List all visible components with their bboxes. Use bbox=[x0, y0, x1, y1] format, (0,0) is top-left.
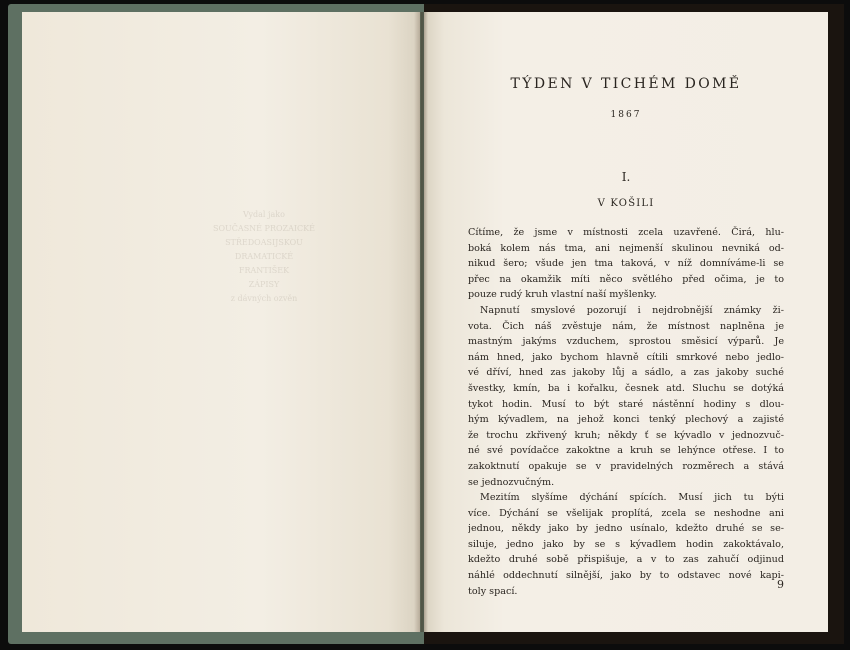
text-line: mastným jakýms vzduchem, sprostou směsicí výparů. Je bbox=[468, 336, 784, 348]
show-through-text bbox=[184, 208, 344, 306]
book-title: TÝDEN V TICHÉM DOMĚ bbox=[510, 76, 742, 92]
text-line: nikud šero; všude jen tma taková, v níž domníváme-li se bbox=[468, 258, 784, 270]
show-through-line: z dávných ozvěn bbox=[230, 294, 298, 303]
text-line: toly spací. bbox=[468, 585, 518, 597]
text-line: že trochu zkřivený kruh; někdy ť se kývadlo v jednozvuč- bbox=[468, 429, 784, 441]
show-through-line: Vydal jako bbox=[243, 210, 285, 219]
text-line: vota. Čich náš zvěstuje nám, že místnost naplněna je bbox=[468, 320, 784, 332]
text-line: nám hned, jako bychom hlavně cítili smrkové nebo jedlo- bbox=[468, 351, 784, 363]
text-line: náhlé oddechnutí silnější, jako by to odstavec nové kapi- bbox=[468, 570, 784, 582]
text-line: Napnutí smyslové pozorují i nejdrobnější známky ži- bbox=[480, 304, 784, 316]
text-line: přec na okamžik míti něco světlého před očima, je to bbox=[468, 273, 784, 285]
year-heading: 1867 bbox=[610, 110, 642, 120]
body-text bbox=[468, 225, 784, 599]
text-line: švestky, kmín, ba i kořalku, česnek atd. Sluchu se dotýká bbox=[468, 382, 784, 394]
show-through-line: FRANTIŠEK bbox=[238, 266, 290, 275]
text-line: pouze rudý kruh vlastní naší myšlenky. bbox=[468, 289, 657, 301]
show-through-line: DRAMATICKÉ bbox=[234, 252, 294, 261]
text-line: siluje, jedno jako by se s kývadlem hodin zakoktávalo, bbox=[468, 538, 784, 550]
show-through-line: SOUČASNÉ PROZAICKÉ bbox=[213, 224, 315, 233]
text-line: né své povídačce zakoktne a kruh se lehýnce otřese. I to bbox=[468, 445, 784, 457]
text-line: hým kývadlem, na jehož konci tenký plechový a zajisté bbox=[468, 414, 784, 426]
book-gutter bbox=[414, 12, 428, 632]
chapter-title: V KOŠILI bbox=[597, 198, 655, 209]
text-line: kdežto druhé sobě přispišuje, a v to zas zahučí odjinud bbox=[468, 554, 784, 566]
show-through-line: ZÁPISY bbox=[248, 280, 280, 289]
chapter-number: I. bbox=[621, 170, 631, 184]
text-line: vé dříví, hned zas jakoby lůj a sádlo, a zas jakoby suché bbox=[468, 367, 784, 379]
text-line: Cítíme, že jsme v místnosti zcela uzavřené. Čirá, hlu- bbox=[468, 227, 784, 238]
text-line: Mezitím slyšíme dýchání spících. Musí jich tu býti bbox=[480, 492, 784, 504]
text-line: se jednozvučným. bbox=[468, 476, 555, 488]
show-through-line: STŘEDOASIJSKOU bbox=[225, 238, 303, 247]
text-line: zakoktnutí opakuje se v pravidelných rozměrech a stává bbox=[468, 460, 784, 472]
text-line: tykot hodin. Musí to být staré nástěnní hodiny s dlou- bbox=[468, 398, 784, 410]
text-line: více. Dýchání se všelijak proplítá, zcela se neshodne ani bbox=[468, 507, 784, 519]
text-line: boká kolem nás tma, ani nejmenší skulinou nevniká od- bbox=[468, 242, 784, 254]
right-page bbox=[424, 12, 828, 632]
text-line: jednou, někdy jako by jedno usínalo, kdežto druhé se se- bbox=[468, 523, 784, 535]
left-page bbox=[22, 12, 420, 632]
page-number: 9 bbox=[777, 578, 784, 591]
